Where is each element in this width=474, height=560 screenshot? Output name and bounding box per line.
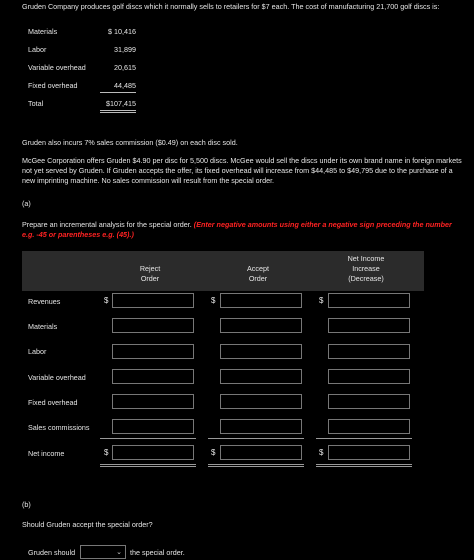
materials-net-input[interactable]: [328, 318, 410, 333]
row-label-fixed-overhead: Fixed overhead: [28, 398, 78, 407]
sales-commissions-net-input[interactable]: [328, 419, 410, 434]
double-rule: [316, 464, 412, 465]
dollar-sign: $: [104, 448, 109, 457]
col-header-line: Order: [248, 274, 268, 283]
col-header-line: Accept: [247, 264, 269, 273]
offer-text: McGee Corporation offers Gruden $4.90 per disc for 5,500 discs. McGee would sell the discs under its own brand name in foreign markets not yet served by Gruden. If Gruden accepts the offer, its fixed overhead will increase from $44,485 to $49,795 due to the purchase of a new imprinting machine. No sales commission will result from the special order.: [22, 156, 462, 185]
cost-label: Labor: [28, 45, 47, 54]
double-rule: [208, 466, 304, 467]
variable-overhead-accept-input[interactable]: [220, 369, 302, 384]
col-header-reject: [110, 264, 190, 284]
labor-accept-input[interactable]: [220, 344, 302, 359]
cost-value: 20,615: [114, 63, 136, 72]
dollar-sign: $: [319, 296, 324, 305]
net-income-reject-input[interactable]: [112, 445, 194, 460]
col-header-line: Net Income: [347, 254, 385, 263]
dollar-sign: $: [211, 448, 216, 457]
labor-net-input[interactable]: [328, 344, 410, 359]
subtotal-rule: [100, 92, 136, 93]
chevron-down-icon: ⌄: [116, 549, 122, 556]
dollar-sign: $: [319, 448, 324, 457]
row-label-labor: Labor: [28, 347, 47, 356]
revenues-reject-input[interactable]: [112, 293, 194, 308]
answer-suffix: the special order.: [130, 548, 185, 557]
revenues-net-input[interactable]: [328, 293, 410, 308]
total-rule: [316, 438, 412, 439]
answer-prefix: Gruden should: [28, 548, 76, 557]
fixed-overhead-accept-input[interactable]: [220, 394, 302, 409]
instruction-note: (Enter negative amounts using either a negative sign preceding the number e.g. -45 or parentheses e.g. (45).): [22, 220, 452, 239]
double-rule: [100, 464, 196, 465]
cost-value: 44,485: [114, 81, 136, 90]
row-label-variable-overhead: Variable overhead: [28, 373, 86, 382]
commission-text: Gruden also incurs 7% sales commission ($0.49) on each disc sold.: [22, 138, 238, 147]
col-header-line: Increase: [352, 264, 380, 273]
materials-reject-input[interactable]: [112, 318, 194, 333]
col-header-line: Reject: [139, 264, 161, 273]
cost-value: $107,415: [106, 99, 136, 108]
cost-value: 31,899: [114, 45, 136, 54]
net-income-net-input[interactable]: [328, 445, 410, 460]
double-rule: [208, 464, 304, 465]
revenues-accept-input[interactable]: [220, 293, 302, 308]
row-label-materials: Materials: [28, 322, 58, 331]
cost-label: Materials: [28, 27, 58, 36]
cost-label: Total: [28, 99, 44, 108]
double-rule: [316, 466, 412, 467]
cost-value: $ 10,416: [108, 27, 136, 36]
labor-reject-input[interactable]: [112, 344, 194, 359]
total-rule: [100, 438, 196, 439]
question-text: Should Gruden accept the special order?: [22, 520, 153, 529]
total-rule: [100, 112, 136, 113]
part-b-label: (b): [22, 500, 31, 509]
instruction-main: Prepare an incremental analysis for the special order.: [22, 220, 192, 229]
sales-commissions-reject-input[interactable]: [112, 419, 194, 434]
dollar-sign: $: [211, 296, 216, 305]
variable-overhead-reject-input[interactable]: [112, 369, 194, 384]
materials-accept-input[interactable]: [220, 318, 302, 333]
col-header-accept: [218, 264, 298, 284]
col-header-line: Order: [140, 274, 160, 283]
col-header-line: (Decrease): [348, 274, 384, 283]
instruction-text: [22, 220, 462, 240]
double-rule: [100, 466, 196, 467]
part-a-label: (a): [22, 199, 31, 208]
col-header-net-income: [326, 254, 406, 284]
total-rule: [208, 438, 304, 439]
total-rule: [100, 110, 136, 111]
problem-intro: Gruden Company produces golf discs which it normally sells to retailers for $7 each. The cost of manufacturing 21,700 golf discs is:: [22, 2, 440, 11]
accept-reject-select[interactable]: [80, 545, 126, 559]
row-label-sales-commissions: Sales commissions: [28, 423, 90, 432]
net-income-accept-input[interactable]: [220, 445, 302, 460]
cost-label: Variable overhead: [28, 63, 86, 72]
cost-label: Fixed overhead: [28, 81, 78, 90]
row-label-net-income: Net income: [28, 449, 65, 458]
sales-commissions-accept-input[interactable]: [220, 419, 302, 434]
row-label-revenues: Revenues: [28, 297, 61, 306]
dollar-sign: $: [104, 296, 109, 305]
fixed-overhead-reject-input[interactable]: [112, 394, 194, 409]
variable-overhead-net-input[interactable]: [328, 369, 410, 384]
fixed-overhead-net-input[interactable]: [328, 394, 410, 409]
